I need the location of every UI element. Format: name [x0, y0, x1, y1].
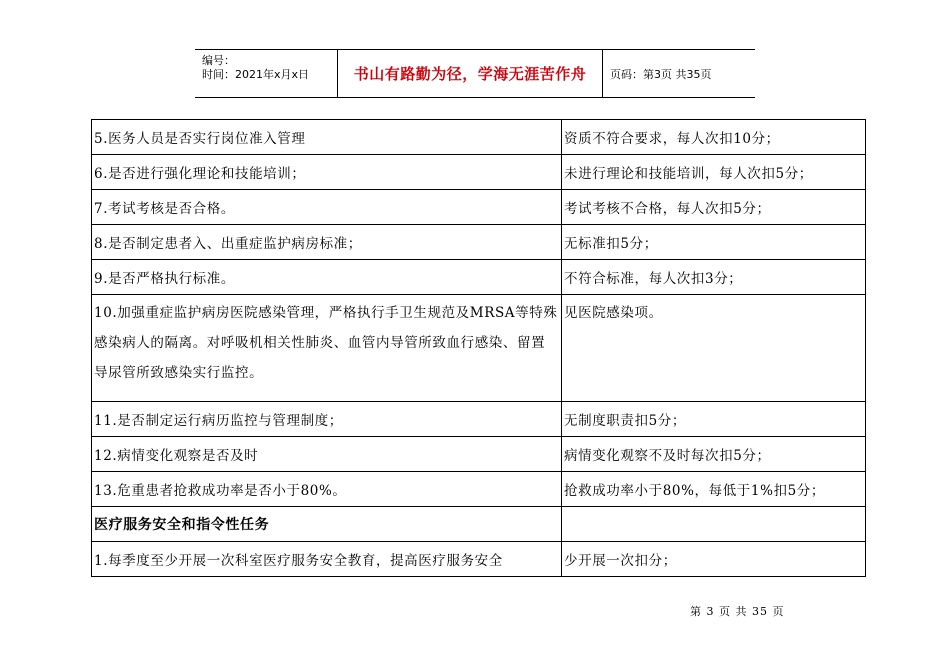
header-motto: 书山有路勤为径，学海无涯苦作舟 — [338, 50, 603, 97]
item-cell: 7.考试考核是否合格。 — [92, 190, 562, 225]
table-row — [92, 402, 866, 437]
section-title: 医疗服务安全和指令性任务 — [92, 507, 562, 542]
item-text: 10.加强重症监护病房医院感染管理，严格执行手卫生规范及MRSA等特殊感染病人的隔离。对呼吸机相关性肺炎、血管内导管所致血行感染、留置导尿管所致感染实行监控。 — [94, 305, 558, 381]
item-cell: 1.每季度至少开展一次科室医疗服务安全教育，提高医疗服务安全 — [92, 542, 562, 577]
table-row — [92, 542, 866, 577]
assessment-table — [91, 119, 866, 577]
item-cell: 9.是否严格执行标准。 — [92, 260, 562, 295]
time-label: 时间：2021年x月x日 — [202, 68, 310, 81]
item-cell: 11.是否制定运行病历监控与管理制度； — [92, 402, 562, 437]
page-footer: 第 3 页 共 35 页 — [690, 605, 785, 618]
item-cell: 6.是否进行强化理论和技能培训； — [92, 155, 562, 190]
table-row — [92, 120, 866, 155]
deduction-cell: 考试考核不合格，每人次扣5分； — [562, 190, 866, 225]
item-cell: 13.危重患者抢救成功率是否小于80%。 — [92, 472, 562, 507]
deduction-cell: 抢救成功率小于80%，每低于1%扣5分； — [562, 472, 866, 507]
item-cell — [92, 295, 562, 402]
table-row — [92, 437, 866, 472]
deduction-cell: 不符合标准，每人次扣3分； — [562, 260, 866, 295]
section-row — [92, 507, 866, 542]
item-cell: 5.医务人员是否实行岗位准入管理 — [92, 120, 562, 155]
table-row — [92, 190, 866, 225]
table-row — [92, 225, 866, 260]
deduction-text: 见医院感染项。 — [564, 305, 663, 321]
deduction-cell: 病情变化观察不及时每次扣5分； — [562, 437, 866, 472]
header-page-code: 页码：第3页 共35页 — [610, 67, 712, 81]
deduction-cell: 未进行理论和技能培训，每人次扣5分； — [562, 155, 866, 190]
document-header — [195, 49, 755, 98]
number-label: 编号： — [202, 54, 235, 67]
deduction-cell — [562, 295, 866, 402]
table-row — [92, 260, 866, 295]
deduction-cell — [562, 507, 866, 542]
item-cell: 12.病情变化观察是否及时 — [92, 437, 562, 472]
header-meta — [195, 50, 338, 97]
deduction-cell: 资质不符合要求，每人次扣10分； — [562, 120, 866, 155]
deduction-cell: 少开展一次扣分； — [562, 542, 866, 577]
table-row — [92, 295, 866, 402]
item-cell: 8.是否制定患者入、出重症监护病房标准； — [92, 225, 562, 260]
deduction-cell: 无标准扣5分； — [562, 225, 866, 260]
table-row — [92, 472, 866, 507]
deduction-cell: 无制度职责扣5分； — [562, 402, 866, 437]
table-row — [92, 155, 866, 190]
